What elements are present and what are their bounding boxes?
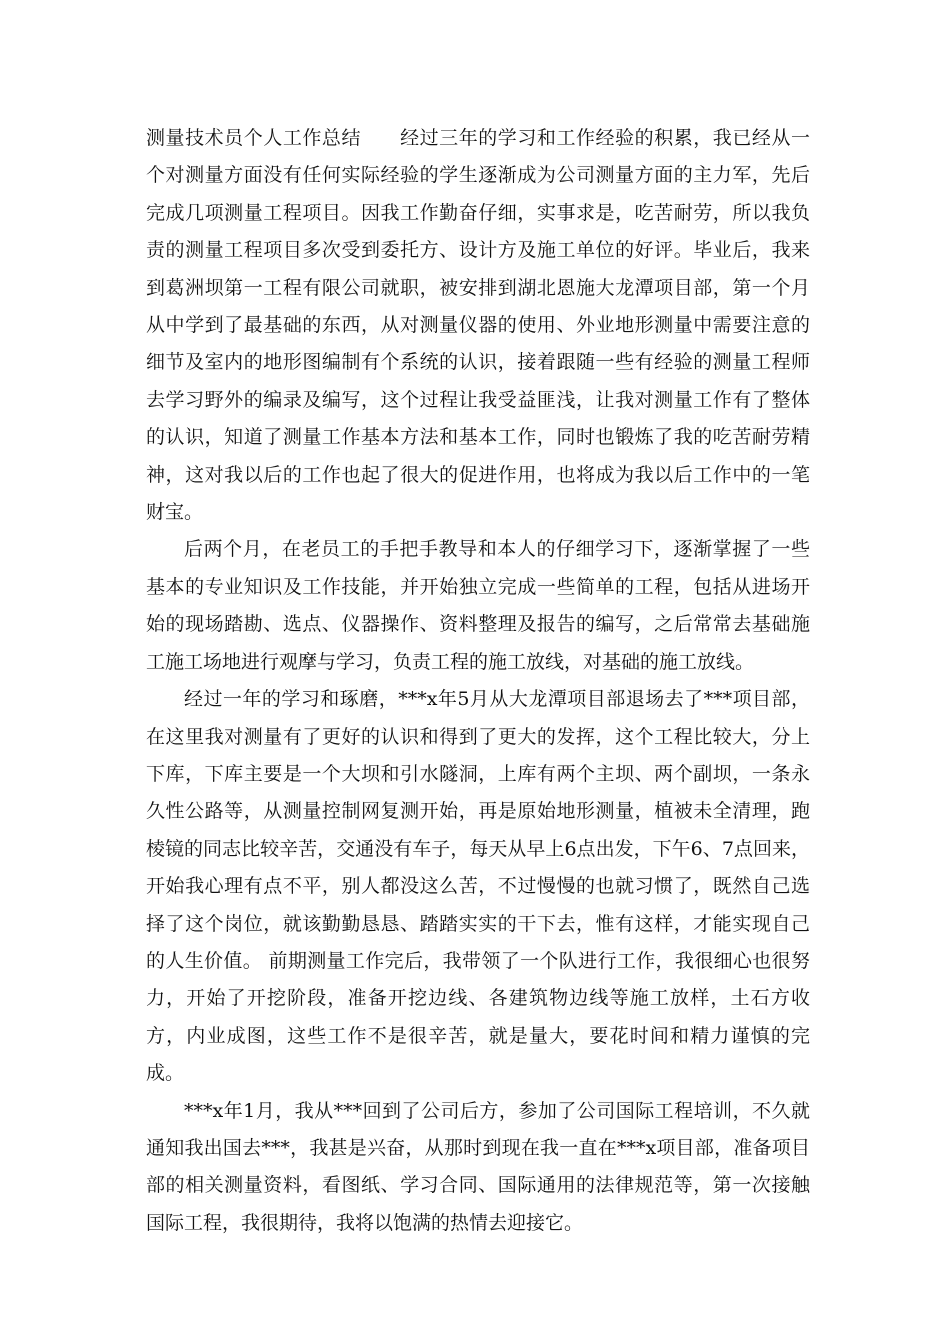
document-body — [146, 120, 810, 1242]
paragraph-first-months: 后两个月，在老员工的手把手教导和本人的仔细学习下，逐渐掌握了一些基本的专业知识及工作技能，并开始独立完成一些简单的工程，包括从进场开始的现场踏勘、选点、仪器操作、资料整理及报告的编写，之后常常去基础施工施工场地进行观摩与学习，负责工程的施工放线，对基础的施工放线。 — [146, 538, 810, 673]
paragraph-title-and-intro: 测量技术员个人工作总结 经过三年的学习和工作经验的积累，我已经从一个对测量方面没有任何实际经验的学生逐渐成为公司测量方面的主力军，先后完成几项测量工程项目。因我工作勤奋仔细，实事求是，吃苦耐劳，所以我负责的测量工程项目多次受到委托方、设计方及施工单位的好评。毕业后，我来到葛洲坝第一工程有限公司就职，被安排到湖北恩施大龙潭项目部，第一个月从中学到了最基础的东西，从对测量仪器的使用、外业地形测量中需要注意的细节及室内的地形图编制有个系统的认识，接着跟随一些有经验的测量工程师去学习野外的编录及编写，这个过程让我受益匪浅，让我对测量工作有了整体的认识，知道了测量工作基本方法和基本工作，同时也锻炼了我的吃苦耐劳精神，这对我以后的工作也起了很大的促进作用，也将成为我以后工作中的一笔财宝。 — [146, 127, 810, 524]
paragraph-project-experience: 经过一年的学习和琢磨，***x年5月从大龙潭项目部退场去了***项目部，在这里我对测量有了更好的认识和得到了更大的发挥，这个工程比较大，分上下库，下库主要是一个大坝和引水隧洞，上库有两个主坝、两个副坝，一条永久性公路等，从测量控制网复测开始，再是原始地形测量，植被未全清理，跑棱镜的同志比较辛苦，交通没有车子，每天从早上6点出发，下午6、7点回来，开始我心理有点不平，别人都没这么苦，不过慢慢的也就习惯了，既然自己选择了这个岗位，就该勤勤恳恳、踏踏实实的干下去，惟有这样，才能实现自己的人生价值。 前期测量工作完后，我带领了一个队进行工作，我很细心也很努力，开始了开挖阶段，准备开挖边线、各建筑物边线等施工放样，土石方收方，内业成图，这些工作不是很辛苦，就是量大，要花时间和精力谨慎的完成。 — [146, 688, 810, 1085]
paragraph-international-project: ***x年1月，我从***回到了公司后方，参加了公司国际工程培训，不久就通知我出国去***，我甚是兴奋，从那时到现在我一直在***x项目部，准备项目部的相关测量资料，看图纸、学习合同、国际通用的法律规范等，第一次接触国际工程，我很期待，我将以饱满的热情去迎接它。 — [146, 1099, 810, 1234]
